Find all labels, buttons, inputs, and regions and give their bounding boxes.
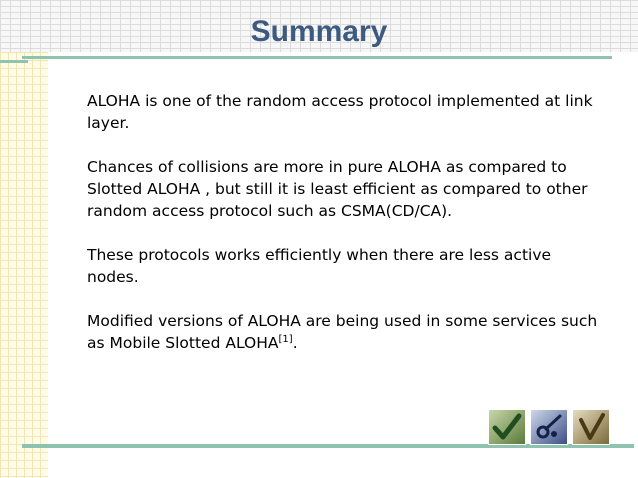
title-underline <box>22 56 612 59</box>
decorative-icons <box>488 409 618 445</box>
paragraph-2: Chances of collisions are more in pure ALOHA as compared to Slotted ALOHA , but still it is least efficient as compared to other random access protocol such as CSMA(CD/CA). <box>87 158 588 220</box>
left-accent-line <box>0 60 28 63</box>
tools-icon <box>530 409 568 445</box>
paragraph-4-text: Modified versions of ALOHA are being used in some services such as Mobile Slotted ALOHA <box>87 312 598 352</box>
paragraph-1: ALOHA is one of the random access protocol implemented at link layer. <box>87 92 593 132</box>
slide-body <box>87 90 607 376</box>
checkmark-icon <box>488 409 526 445</box>
tick-icon <box>572 409 610 445</box>
grid-left-background <box>0 52 48 478</box>
paragraph-3: These protocols works efficiently when there are less active nodes. <box>87 246 552 286</box>
citation-superscript: [1] <box>278 333 293 345</box>
paragraph-4 <box>87 310 607 354</box>
slide-title: Summary <box>250 15 388 48</box>
paragraph-4-suffix: . <box>292 334 298 352</box>
